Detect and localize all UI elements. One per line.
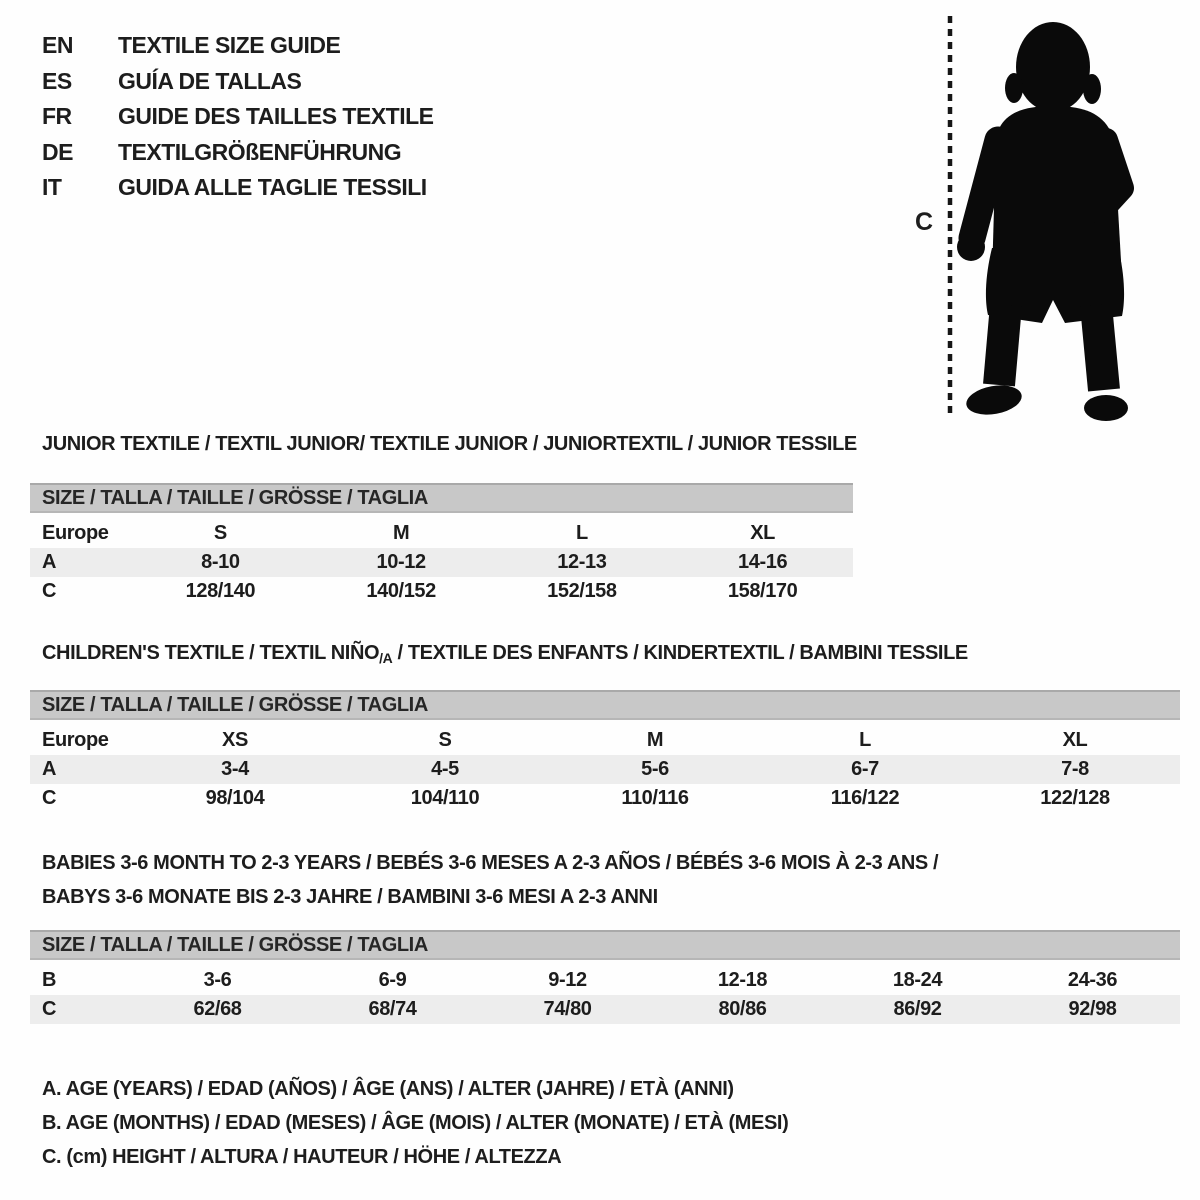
lang-row-de xyxy=(42,135,434,171)
babies-title-line1: BABIES 3-6 MONTH TO 2-3 YEARS / BEBÉS 3-6 MESES A 2-3 AÑOS / BÉBÉS 3-6 MOIS À 2-3 ANS / xyxy=(42,852,939,874)
table-cell: S xyxy=(438,729,452,751)
lang-label-en: TEXTILE SIZE GUIDE xyxy=(118,32,341,59)
table-cell: 4-5 xyxy=(431,758,459,780)
children-title-sub: /A xyxy=(379,650,393,666)
table-cell: L xyxy=(859,729,871,751)
table-cell: 3-4 xyxy=(221,758,249,780)
table-cell: 152/158 xyxy=(547,580,617,602)
table-cell: 110/116 xyxy=(621,787,689,809)
table-cell: 6-9 xyxy=(378,969,407,991)
lang-code-es: ES xyxy=(42,67,72,94)
table-cell: 80/86 xyxy=(718,998,767,1020)
table-row xyxy=(30,577,853,606)
table-row xyxy=(30,726,1180,755)
children-title-post: / TEXTILE DES ENFANTS / KINDERTEXTIL / BAMBINI TESSILE xyxy=(392,642,968,664)
table-cell: 10-12 xyxy=(376,551,426,573)
lang-row-fr xyxy=(42,99,434,135)
table-cell: 14-16 xyxy=(738,551,788,573)
table-cell: 92/98 xyxy=(1068,998,1117,1020)
table-cell: 158/170 xyxy=(727,580,798,602)
table-row xyxy=(30,995,1180,1024)
table-cell: 140/152 xyxy=(366,580,436,602)
language-title-block xyxy=(42,28,434,206)
junior-section-title: JUNIOR TEXTILE / TEXTIL JUNIOR/ TEXTILE JUNIOR / JUNIORTEXTIL / JUNIOR TESSILE xyxy=(42,433,857,455)
row-label: Europe xyxy=(42,522,109,544)
lang-row-es xyxy=(42,64,434,100)
babies-size-header: SIZE / TALLA / TAILLE / GRÖSSE / TAGLIA xyxy=(30,930,1180,960)
row-label: Europe xyxy=(42,729,109,751)
row-label: C xyxy=(42,787,57,809)
lang-row-it xyxy=(42,170,434,206)
row-label: A xyxy=(42,758,57,780)
toddler-silhouette-shape xyxy=(957,22,1128,421)
table-cell: 86/92 xyxy=(893,998,942,1020)
children-title-pre: CHILDREN'S TEXTILE / TEXTIL NIÑO xyxy=(42,642,380,664)
row-label: C xyxy=(42,998,57,1020)
table-cell: 68/74 xyxy=(368,998,417,1020)
table-cell: 5-6 xyxy=(641,758,669,780)
height-measure-label: C xyxy=(915,208,934,236)
lang-label-fr: GUIDE DES TAILLES TEXTILE xyxy=(118,103,434,130)
table-cell: 9-12 xyxy=(548,969,587,991)
table-cell: 18-24 xyxy=(892,969,943,991)
table-row xyxy=(30,755,1180,784)
toddler-figure xyxy=(946,10,1160,422)
table-cell: 104/110 xyxy=(410,787,480,809)
legend-line-c: C. (cm) HEIGHT / ALTURA / HAUTEUR / HÖHE / ALTEZZA xyxy=(42,1146,562,1168)
lang-row-en xyxy=(42,28,434,64)
lang-code-de: DE xyxy=(42,138,73,165)
table-cell: 62/68 xyxy=(193,998,242,1020)
row-label: A xyxy=(42,551,57,573)
legend-line-a: A. AGE (YEARS) / EDAD (AÑOS) / ÂGE (ANS) / ALTER (JAHRE) / ETÀ (ANNI) xyxy=(42,1078,734,1100)
table-cell: 74/80 xyxy=(543,998,592,1020)
lang-label-it: GUIDA ALLE TAGLIE TESSILI xyxy=(118,174,427,201)
children-size-header: SIZE / TALLA / TAILLE / GRÖSSE / TAGLIA xyxy=(30,690,1180,720)
lang-label-es: GUÍA DE TALLAS xyxy=(118,67,302,94)
junior-size-header: SIZE / TALLA / TAILLE / GRÖSSE / TAGLIA xyxy=(30,483,853,513)
table-cell: 24-36 xyxy=(1067,969,1118,991)
table-cell: 6-7 xyxy=(851,758,879,780)
lang-code-en: EN xyxy=(42,32,73,59)
toddler-silhouette-image xyxy=(946,10,1160,422)
babies-size-table xyxy=(30,930,1180,1024)
babies-section-title xyxy=(42,846,992,914)
table-row xyxy=(30,548,853,577)
table-cell: XL xyxy=(1062,729,1088,751)
table-cell: XL xyxy=(750,522,775,544)
table-cell: 98/104 xyxy=(205,787,265,809)
lang-label-de: TEXTILGRÖßENFÜHRUNG xyxy=(118,138,402,165)
lang-code-fr: FR xyxy=(42,103,72,130)
lang-code-it: IT xyxy=(42,174,62,201)
babies-title-line2: BABYS 3-6 MONATE BIS 2-3 JAHRE / BAMBINI 3-6 MESI A 2-3 ANNI xyxy=(42,886,658,908)
table-cell: M xyxy=(646,729,664,751)
table-cell: 3-6 xyxy=(203,969,232,991)
table-cell: 12-18 xyxy=(717,969,768,991)
row-label: B xyxy=(42,969,57,991)
row-label: C xyxy=(42,580,57,602)
children-size-table xyxy=(30,690,1180,813)
table-cell: 122/128 xyxy=(1040,787,1110,809)
table-cell: 116/122 xyxy=(830,787,900,809)
table-cell: 8-10 xyxy=(201,551,240,573)
children-section-title xyxy=(42,642,968,666)
table-cell: XS xyxy=(222,729,248,751)
table-cell: S xyxy=(213,522,227,544)
table-cell: L xyxy=(575,522,588,544)
junior-size-table xyxy=(30,483,853,606)
measurement-legend xyxy=(42,1072,788,1174)
legend-line-b: B. AGE (MONTHS) / EDAD (MESES) / ÂGE (MOIS) / ALTER (MONATE) / ETÀ (MESI) xyxy=(42,1112,789,1134)
table-row xyxy=(30,966,1180,995)
table-cell: 128/140 xyxy=(185,580,256,602)
table-cell: 12-13 xyxy=(557,551,607,573)
table-cell: M xyxy=(392,522,410,544)
table-row xyxy=(30,519,853,548)
table-cell: 7-8 xyxy=(1061,758,1089,780)
table-row xyxy=(30,784,1180,813)
